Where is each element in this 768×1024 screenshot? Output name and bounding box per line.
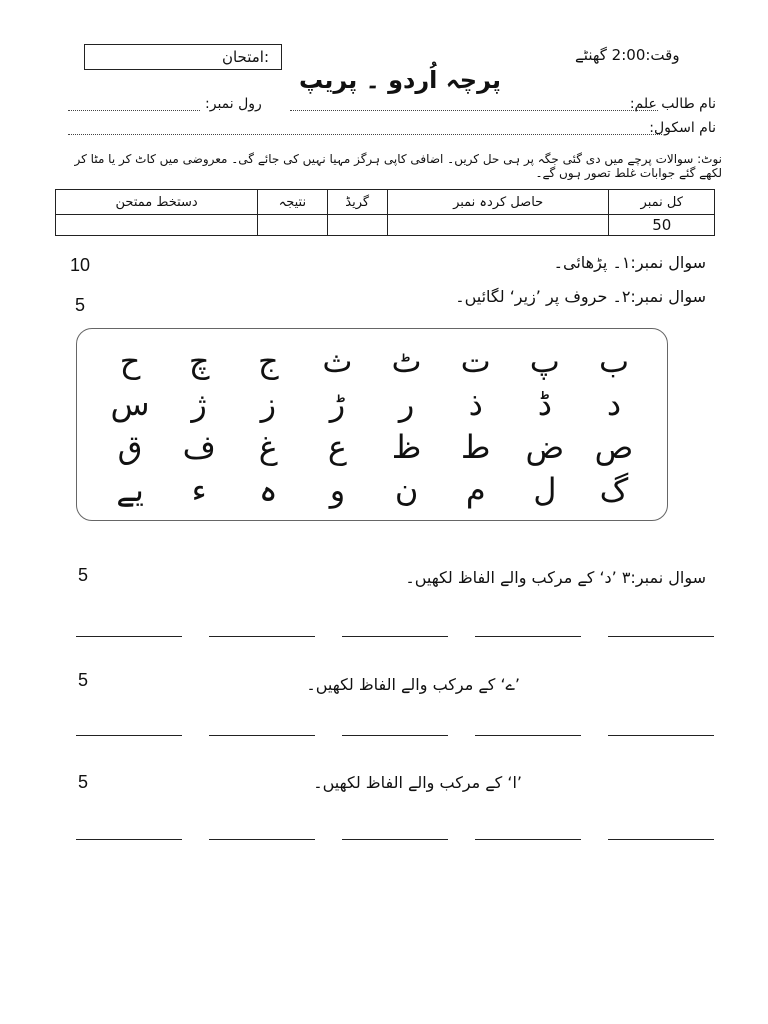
letter[interactable]: ح xyxy=(119,341,141,380)
letter[interactable]: یے xyxy=(116,470,144,509)
letter-row xyxy=(97,382,647,425)
letter[interactable]: ط xyxy=(460,427,491,466)
letter[interactable]: چ xyxy=(188,341,210,380)
total-marks-cell: 50 xyxy=(609,215,715,236)
letter[interactable]: س xyxy=(110,384,150,423)
answer-blank[interactable] xyxy=(608,735,714,736)
letter[interactable]: ث xyxy=(322,341,353,380)
question-ye-marks: 5 xyxy=(78,670,89,690)
letters-box xyxy=(76,328,668,521)
question-alif-text: ’ا‘ کے مرکب والے الفاظ لکھیں۔ xyxy=(313,773,522,792)
answer-blank[interactable] xyxy=(76,636,182,637)
instructions-note: نوٹ: سوالات پرچے میں دی گئی جگہ پر ہی حل کریں۔ اضافی کاپی ہرگز مہیا نہیں کی جائے گی۔ معروضی میں کاٹ کر یا مٹا کر لکھے گئے جوابات غلط تصور ہوں گے۔ xyxy=(74,152,722,180)
grade-cell[interactable] xyxy=(327,215,387,236)
answer-blank[interactable] xyxy=(76,839,182,840)
answer-blank[interactable] xyxy=(342,735,448,736)
answer-blank[interactable] xyxy=(209,839,315,840)
letter[interactable]: ف xyxy=(182,427,216,466)
school-name-label: نام اسکول: xyxy=(649,120,716,136)
table-header-cell: نتیجہ xyxy=(258,190,327,215)
question-1-marks: 10 xyxy=(70,255,91,275)
letter[interactable]: ق xyxy=(117,427,143,466)
letter[interactable]: ٹ xyxy=(391,341,422,380)
table-header-row xyxy=(56,190,715,215)
student-name-field[interactable] xyxy=(290,110,658,111)
letter[interactable]: ب xyxy=(598,341,630,380)
letter[interactable]: پ xyxy=(529,341,560,380)
question-1-text: سوال نمبر:١۔ پڑھائی۔ xyxy=(553,253,706,272)
letter[interactable]: گ xyxy=(599,470,629,509)
examiner-signature-cell[interactable] xyxy=(56,215,258,236)
answer-blank[interactable] xyxy=(342,839,448,840)
answer-blank[interactable] xyxy=(475,839,581,840)
letter[interactable]: و xyxy=(329,470,346,509)
table-header-cell: دستخط ممتحن xyxy=(56,190,258,215)
student-name-label: نام طالب علم: xyxy=(629,96,716,112)
letter[interactable]: غ xyxy=(258,427,278,466)
exam-box xyxy=(84,44,282,70)
answer-blank[interactable] xyxy=(76,735,182,736)
answer-blank[interactable] xyxy=(209,735,315,736)
letter[interactable]: ژ xyxy=(191,384,207,423)
letter[interactable]: ن xyxy=(394,470,419,509)
letter[interactable]: ذ xyxy=(468,384,483,423)
letter[interactable]: ہ xyxy=(258,470,278,509)
letter[interactable]: د xyxy=(606,384,622,423)
letter[interactable]: ص xyxy=(594,427,634,466)
letter-grid xyxy=(97,339,647,510)
roll-number-label: رول نمبر: xyxy=(205,96,262,112)
letter[interactable]: ڈ xyxy=(537,384,552,423)
answer-blank[interactable] xyxy=(209,636,315,637)
table-row xyxy=(56,215,715,236)
letter-row xyxy=(97,468,647,511)
letter[interactable]: ز xyxy=(260,384,277,423)
letter-row xyxy=(97,339,647,382)
obtained-marks-cell[interactable] xyxy=(387,215,609,236)
answer-blank[interactable] xyxy=(475,735,581,736)
letter-row xyxy=(97,425,647,468)
answer-blank[interactable] xyxy=(342,636,448,637)
table-header-cell: کل نمبر xyxy=(609,190,715,215)
letter[interactable]: ع xyxy=(327,427,347,466)
exam-label: امتحان: xyxy=(221,48,269,66)
question-2-marks: 5 xyxy=(75,295,86,315)
letter[interactable]: ر xyxy=(398,384,415,423)
marks-table xyxy=(55,189,715,236)
question-3-text: سوال نمبر:٣ ’د‘ کے مرکب والے الفاظ لکھیں۔ xyxy=(405,568,706,587)
letter[interactable]: ظ xyxy=(391,427,422,466)
answer-blank[interactable] xyxy=(608,839,714,840)
answer-blanks-d xyxy=(76,636,714,637)
letter[interactable]: ج xyxy=(257,341,279,380)
question-3-marks: 5 xyxy=(78,565,89,585)
question-alif-marks: 5 xyxy=(78,772,89,792)
answer-blanks-ye xyxy=(76,735,714,736)
roll-number-field[interactable] xyxy=(68,110,200,111)
letter[interactable]: ل xyxy=(533,470,557,509)
time-label: وقت:2:00 گھنٹے xyxy=(575,46,680,64)
letter[interactable]: ء xyxy=(191,470,207,509)
question-ye-text: ’ے‘ کے مرکب والے الفاظ لکھیں۔ xyxy=(306,675,520,694)
page-title: پرچہ اُردو ۔ پریپ xyxy=(298,66,502,94)
question-2-text: سوال نمبر:٢۔ حروف پر ’زیر‘ لگائیں۔ xyxy=(455,287,706,306)
answer-blank[interactable] xyxy=(608,636,714,637)
table-header-cell: حاصل کردہ نمبر xyxy=(387,190,609,215)
letter[interactable]: م xyxy=(465,470,486,509)
answer-blank[interactable] xyxy=(475,636,581,637)
letter[interactable]: ڑ xyxy=(329,384,346,423)
table-header-cell: گریڈ xyxy=(327,190,387,215)
school-name-field[interactable] xyxy=(68,134,662,135)
result-cell[interactable] xyxy=(258,215,327,236)
answer-blanks-alif xyxy=(76,839,714,840)
letter[interactable]: ض xyxy=(525,427,565,466)
letter[interactable]: ت xyxy=(460,341,491,380)
